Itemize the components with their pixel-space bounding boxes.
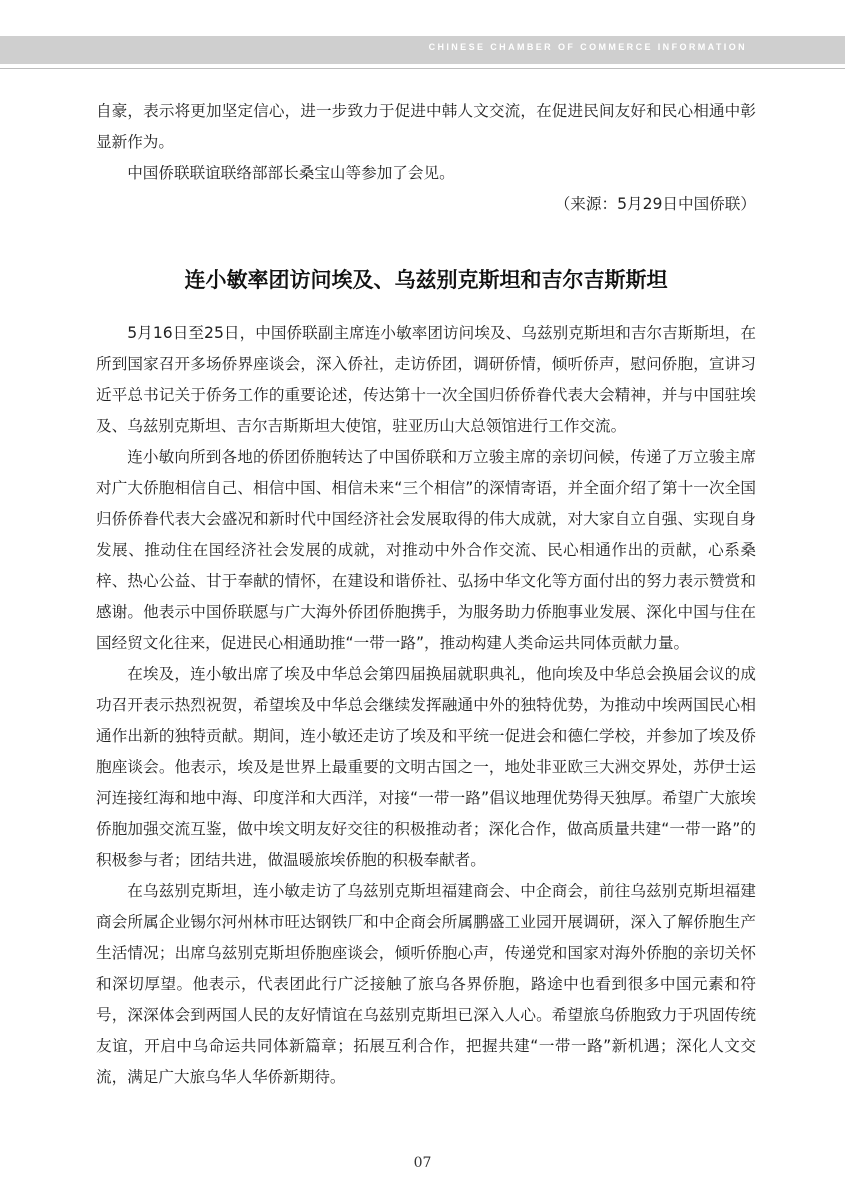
prev-article-paragraph: 中国侨联联谊联络部部长桑宝山等参加了会见。 <box>127 164 455 182</box>
prev-article-paragraph: 自豪，表示将更加坚定信心，进一步致力于促进中韩人文交流，在促进民间友好和民心相通中彰显新作为。 <box>96 102 756 151</box>
article-title: 连小敏率团访问埃及、乌兹别克斯坦和吉尔吉斯斯坦 <box>184 268 668 292</box>
page-number: 07 <box>413 1155 432 1171</box>
article-paragraph: 5月16日至25日，中国侨联副主席连小敏率团访问埃及、乌兹别克斯坦和吉尔吉斯斯坦，在所到国家召开多场侨界座谈会，深入侨社，走访侨团，调研侨情，倾听侨声，慰问侨胞，宣讲习近平总书记关于侨务工作的重要论述，传达第十一次全国归侨侨眷代表大会精神，并与中国驻埃及、乌兹别克斯坦、吉尔吉斯斯坦大使馆，驻亚历山大总领馆进行工作交流。 <box>96 324 756 435</box>
article-paragraph: 连小敏向所到各地的侨团侨胞转达了中国侨联和万立骏主席的亲切问候，传递了万立骏主席对广大侨胞相信自己、相信中国、相信未来“三个相信”的深情寄语，并全面介绍了第十一次全国归侨侨眷代表大会盛况和新时代中国经济社会发展取得的伟大成就，对大家自立自强、实现自身发展、推动住在国经济社会发展的成就，对推动中外合作交流、民心相通作出的贡献，心系桑梓、热心公益、甘于奉献的情怀，在建设和谐侨社、弘扬中华文化等方面付出的努力表示赞赏和感谢。他表示中国侨联愿与广大海外侨团侨胞携手，为服务助力侨胞事业发展、深化中国与住在国经贸文化往来，促进民心相通助推“一带一路”，推动构建人类命运共同体贡献力量。 <box>96 448 756 652</box>
publication-header: CHINESE CHAMBER OF COMMERCE INFORMATION <box>428 42 747 52</box>
article-paragraph: 在乌兹别克斯坦，连小敏走访了乌兹别克斯坦福建商会、中企商会，前往乌兹别克斯坦福建商会所属企业锡尔河州林市旺达钢铁厂和中企商会所属鹏盛工业园开展调研，深入了解侨胞生产生活情况；出席乌兹别克斯坦侨胞座谈会，倾听侨胞心声，传递党和国家对海外侨胞的亲切关怀和深切厚望。他表示，代表团此行广泛接触了旅乌各界侨胞，路途中也看到很多中国元素和符号，深深体会到两国人民的友好情谊在乌兹别克斯坦已深入人心。希望旅乌侨胞致力于巩固传统友谊，开启中乌命运共同体新篇章；拓展互利合作，把握共建“一带一路”新机遇；深化人文交流，满足广大旅乌华人华侨新期待。 <box>96 882 756 1086</box>
article-paragraph: 在埃及，连小敏出席了埃及中华总会第四届换届就职典礼，他向埃及中华总会换届会议的成功召开表示热烈祝贺，希望埃及中华总会继续发挥融通中外的独特优势，为推动中埃两国民心相通作出新的独特贡献。期间，连小敏还走访了埃及和平统一促进会和德仁学校，并参加了埃及侨胞座谈会。他表示，埃及是世界上最重要的文明古国之一，地处非亚欧三大洲交界处，苏伊士运河连接红海和地中海、印度洋和大西洋，对接“一带一路”倡议地理优势得天独厚。希望广大旅埃侨胞加强交流互鉴，做中埃文明友好交往的积极推动者；深化合作，做高质量共建“一带一路”的积极参与者；团结共进，做温暖旅埃侨胞的积极奉献者。 <box>96 665 756 869</box>
page-content <box>96 96 756 1093</box>
prev-article-source: （来源：5月29日中国侨联） <box>554 195 756 213</box>
header-divider <box>0 68 845 69</box>
